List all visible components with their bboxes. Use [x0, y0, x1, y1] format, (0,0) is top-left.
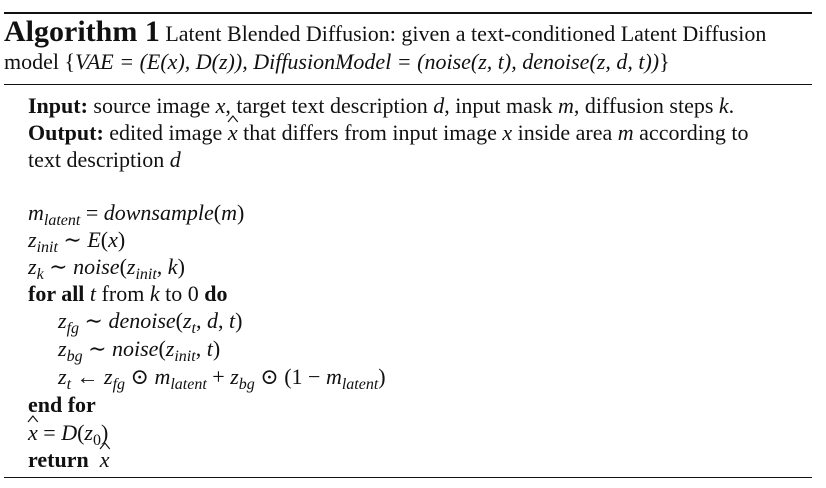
step-noise-bg: $z_{bg}$ ∼ $noise(z_{init}$, t) — [58, 336, 221, 365]
step-for-loop: for all t from k to 0 do — [28, 281, 228, 306]
algorithm-label: Algorithm 1 — [4, 15, 160, 48]
step-end-for: end for — [28, 392, 96, 417]
output-line-2: text description d — [28, 147, 181, 172]
step-noise-init: $z_k$ ∼ $noise(z_{init}$, k) — [28, 254, 185, 283]
step-blend: $z_t$ ← $z_{fg}$ ⊙ $m_{latent} + z_{bg}$ ⊙ $(1 - m_{latent})$ — [58, 364, 386, 393]
output-line: Output: edited image x that differs from input image x inside area m according to — [28, 119, 749, 147]
caption-prefix: model { — [4, 49, 76, 74]
step-return: return x — [28, 446, 109, 474]
step-downsample: $m_{latent}$ = downsample(m) — [28, 200, 245, 229]
input-label: Input: — [28, 93, 88, 118]
bottom-rule — [4, 477, 812, 478]
step-decode: x = $D(z_0)$ — [28, 419, 108, 447]
caption-suffix: } — [659, 49, 670, 74]
algorithm-caption — [4, 17, 816, 49]
output-label: Output: — [28, 120, 104, 145]
caption-math: VAE = (E(x), D(z)), DiffusionModel = (noise(z, t), denoise(z, d, t)) — [75, 49, 660, 74]
step-encode: $z_{init}$ ∼ E(x) — [28, 227, 126, 256]
algorithm-title-line2 — [4, 47, 816, 77]
input-line: Input: source image x, target text description d, input mask m, diffusion steps k. — [28, 93, 735, 118]
step-denoise: $z_{fg}$ ∼ $denoise(z_t$, d, t) — [58, 308, 243, 337]
algorithm-title-line1: Latent Blended Diffusion: given a text-conditioned Latent Diffusion — [165, 21, 767, 46]
middle-rule — [4, 84, 812, 85]
top-rule — [4, 12, 812, 14]
